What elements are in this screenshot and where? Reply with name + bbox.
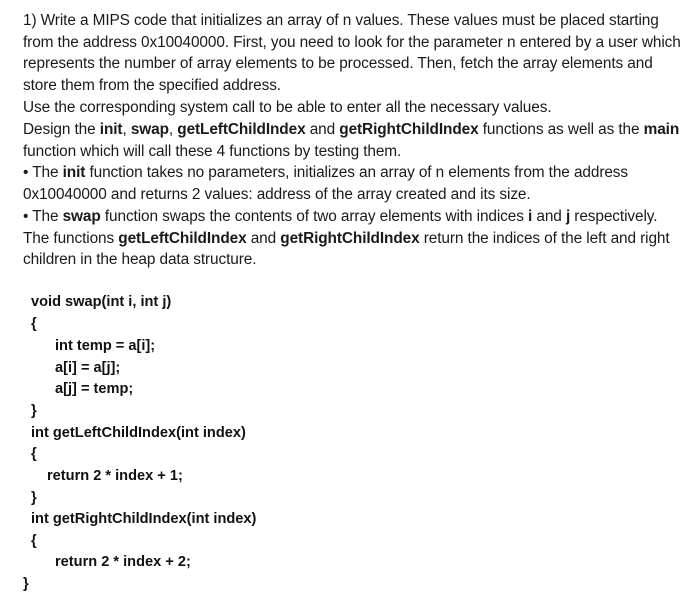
intro-paragraph: 1) Write a MIPS code that initializes an array of n values. These values must be placed starting from the address 0x10040000. First, you need to look for the parameter n entered by a user which represents the number of array elements to be processed. Then, fetch the array elements and store them from the specified address. [23, 12, 681, 95]
bullet-icon: • [23, 208, 29, 225]
bold-main: main [643, 121, 680, 138]
bold-get-left: getLeftChildIndex [118, 229, 247, 247]
swap-bullet-paragraph [23, 206, 683, 271]
code-close-brace: } [31, 490, 37, 506]
bullet-icon: • [23, 164, 29, 181]
code-open-brace: { [31, 446, 37, 462]
bold-swap: swap [130, 121, 169, 138]
bold-j: j [565, 208, 571, 225]
init-bullet-paragraph [23, 162, 683, 205]
syscall-paragraph: Use the corresponding system call to be able to enter all the necessary values. [23, 99, 552, 116]
text-run: The [28, 208, 63, 225]
text-run: function which will call these 4 functions by testing them. [23, 142, 402, 160]
text-run: return the indices of the left and right children in the heap data structure. [23, 229, 670, 269]
text-run: The [28, 164, 63, 181]
text-run: , [122, 121, 131, 138]
text-run: function takes no parameters, initializes an array of n elements from the address 0x10040000 and returns 2 values: address of the array created and its size. [23, 164, 628, 203]
code-get-right-signature: int getRightChildIndex(int index) [31, 511, 257, 527]
bold-i: i [528, 208, 533, 225]
text-run: , [168, 121, 178, 138]
code-open-brace: { [31, 316, 37, 332]
code-line-assign-aj: a[j] = temp; [55, 381, 134, 397]
text-run: functions as well as the [478, 121, 644, 138]
bold-swap: swap [62, 208, 101, 225]
bold-init: init [99, 121, 123, 138]
code-line-return-left: return 2 * index + 1; [47, 468, 183, 484]
design-paragraph [23, 119, 683, 162]
text-run: Design the [23, 121, 100, 138]
code-close-brace: } [31, 403, 37, 419]
text-run: and [246, 229, 281, 247]
code-close-brace: } [23, 576, 29, 592]
code-get-left-signature: int getLeftChildIndex(int index) [31, 425, 246, 441]
text-run: and [532, 208, 566, 225]
code-swap-signature: void swap(int i, int j) [31, 294, 172, 310]
bold-get-right: getRightChildIndex [339, 121, 479, 138]
code-line-return-right: return 2 * index + 2; [55, 554, 191, 570]
bold-get-right: getRightChildIndex [280, 229, 420, 247]
bold-get-left: getLeftChildIndex [177, 121, 306, 138]
code-open-brace: { [31, 533, 37, 549]
text-run: function swaps the contents of two array elements with indices [100, 208, 529, 225]
code-line-assign-ai: a[i] = a[j]; [55, 360, 121, 376]
text-run: and [305, 121, 340, 138]
text-run: respectively. The functions [23, 208, 658, 247]
code-line-temp: int temp = a[i]; [55, 338, 156, 354]
bold-init: init [62, 164, 86, 181]
